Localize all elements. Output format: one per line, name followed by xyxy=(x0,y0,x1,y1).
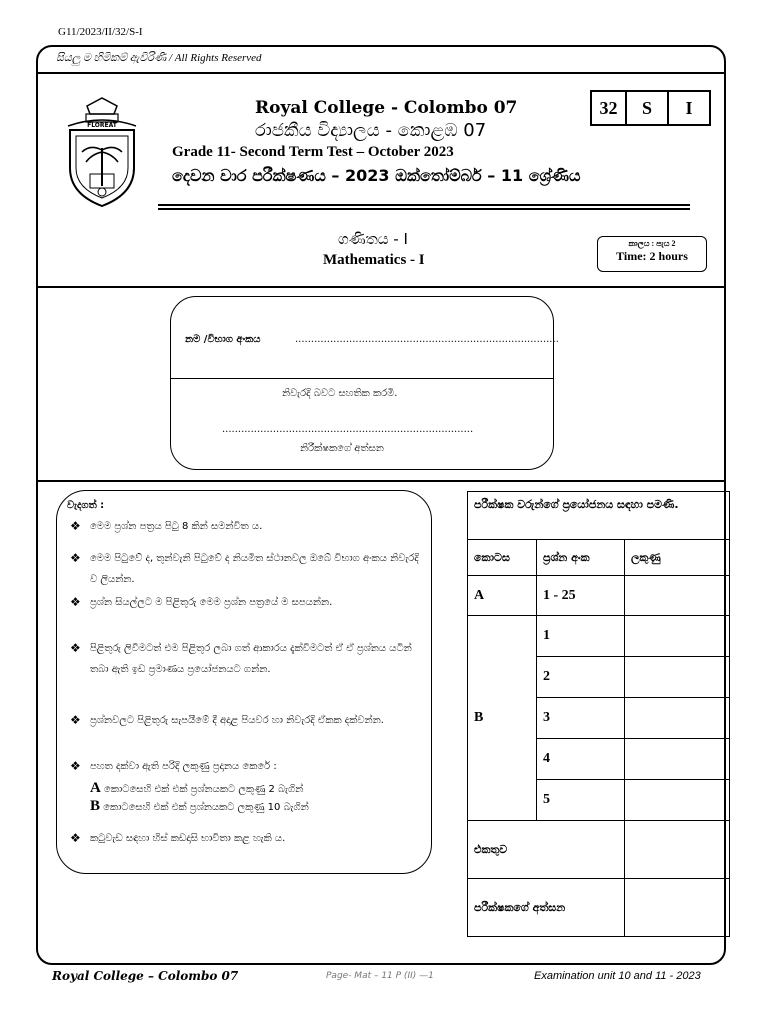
time-english: Time: 2 hours xyxy=(616,249,688,263)
question-no: 2 xyxy=(537,657,625,698)
paper-code-medium: S xyxy=(625,90,669,126)
question-no: 3 xyxy=(537,698,625,739)
diamond-bullet-icon: ❖ xyxy=(70,595,81,609)
instruction-item: ❖ පිළිතුරු ලිවීමටත් එම පිළිතුර ලබා ගත් ආකාරය දැක්වීමටත් ඒ ඒ ප්‍රශ්නය යටින් තබා ඇති ඉඩ ප්‍රමාණය ප්‍රයෝජනයට ගන්න. xyxy=(70,638,425,680)
instruction-item: ❖ පහත දක්වා ඇති පරිදි ලකුණු ප්‍රදානය කෙරේ : xyxy=(70,756,425,777)
paper-code-part: I xyxy=(667,90,711,126)
exam-title-sinhala: දෙවන වාර පරීක්ෂණය – 2023 ඔක්තෝම්බර් – 11 ශ්‍රේණිය xyxy=(172,166,581,185)
footer-exam-unit: Examination unit 10 and 11 - 2023 xyxy=(534,970,701,982)
double-rule xyxy=(158,204,690,206)
subject-english: Mathematics - I xyxy=(323,252,425,268)
examiner-marks-table xyxy=(467,491,730,937)
instruction-item: ❖ මෙම පිටුවේ ද, තුන්වැනි පිටුවේ ද නියමිත ස්ථානවල ඔබේ විභාග අංකය නිවැරදි ව ලියන්න. xyxy=(70,548,425,590)
question-no: 4 xyxy=(537,739,625,780)
footer-college: Royal College – Colombo 07 xyxy=(52,969,239,983)
question-no: 5 xyxy=(537,780,625,821)
crest-motto: FLOREAT xyxy=(87,122,117,129)
school-crest-logo xyxy=(62,96,142,210)
question-no: 1 xyxy=(537,616,625,657)
subject-sinhala: ගණිතය - I xyxy=(338,230,408,248)
candidate-box-divider xyxy=(170,378,554,379)
header-part: කොටස xyxy=(468,540,537,576)
marks-cell[interactable] xyxy=(625,616,730,657)
marks-cell[interactable] xyxy=(625,698,730,739)
footer-page-number: Page- Mat – 11 P (II) —1 xyxy=(326,971,434,981)
marks-table-title: පරීක්ෂක වරුන්ගේ ප්‍රයෝජනය සඳහා පමණි. xyxy=(468,492,730,540)
part-a-range: 1 - 25 xyxy=(537,576,625,616)
total-cell[interactable] xyxy=(625,821,730,879)
examiner-signature-label: පරීක්ෂකගේ අත්සන xyxy=(468,879,625,937)
double-rule xyxy=(158,208,690,210)
diamond-bullet-icon: ❖ xyxy=(70,713,81,727)
table-row xyxy=(468,616,730,657)
part-b-label: B xyxy=(468,616,537,821)
rights-reserved: සියලු ම හිමිකම් ඇවිරිණි / All Rights Reserved xyxy=(56,52,262,64)
diamond-bullet-icon: ❖ xyxy=(70,519,81,533)
college-name-sinhala: රාජකීය විද්‍යාලය - කොළඹ 07 xyxy=(255,120,487,141)
examiner-signature-cell[interactable] xyxy=(625,879,730,937)
paper-code-box xyxy=(592,90,711,126)
instruction-item: ❖ කටුවැඩ සඳහා හිස් කඩදාසි භාවිතා කළ හැකි ය. xyxy=(70,828,425,849)
diamond-bullet-icon: ❖ xyxy=(70,759,81,773)
table-row xyxy=(468,821,730,879)
marks-cell[interactable] xyxy=(625,739,730,780)
time-box xyxy=(597,236,707,272)
header-marks: ලකුණු xyxy=(625,540,730,576)
certify-text: නිවැරදි බවට සහතික කරමි. xyxy=(282,388,398,399)
name-index-label: නම /විභාග අංකය xyxy=(185,334,261,345)
scoring-part-a: A කොටසෙහි එක් එක් ප්‍රශ්නයකට ලකුණු 2 බැගින් xyxy=(90,780,304,796)
scoring-part-b: B කොටසෙහි එක් එක් ප්‍රශ්නයකට ලකුණු 10 බැගින් xyxy=(90,798,309,814)
total-label: එකතුව xyxy=(468,821,625,879)
supervisor-signature-field[interactable]: ............................................................................... xyxy=(222,424,474,435)
instruction-item: ❖ ප්‍රශ්න සියල්ලට ම පිළිතුරු මෙම ප්‍රශ්න පත්‍රයේ ම සපයන්න. xyxy=(70,592,425,613)
supervisor-signature-label: නිරීක්ෂකගේ අත්සන xyxy=(300,443,384,454)
header-question-no: ප්‍රශ්න අංක xyxy=(537,540,625,576)
table-row xyxy=(468,576,730,616)
divider xyxy=(38,72,724,74)
time-sinhala: කාලය : පැය 2 xyxy=(628,239,676,248)
name-index-field[interactable]: ................................................................................... xyxy=(295,334,559,345)
document-code: G11/2023/II/32/S-I xyxy=(58,26,143,38)
marks-cell[interactable] xyxy=(625,576,730,616)
college-name-english: Royal College - Colombo 07 xyxy=(255,98,518,118)
paper-code-number: 32 xyxy=(590,90,627,126)
diamond-bullet-icon: ❖ xyxy=(70,831,81,845)
divider xyxy=(38,286,724,288)
marks-cell[interactable] xyxy=(625,780,730,821)
diamond-bullet-icon: ❖ xyxy=(70,551,81,565)
instruction-item: ❖ මෙම ප්‍රශ්න පත්‍රය පිටු 8 කින් සමන්විත ය. xyxy=(70,516,425,537)
instructions-title: වැදගත් : xyxy=(67,500,105,511)
instruction-item: ❖ ප්‍රශ්නවලට පිළිතුරු සැපයීමේ දී අදාළ පියවර හා නිවැරදි ඒකක දක්වන්න. xyxy=(70,710,425,731)
marks-cell[interactable] xyxy=(625,657,730,698)
diamond-bullet-icon: ❖ xyxy=(70,641,81,655)
exam-title-english: Grade 11- Second Term Test – October 2023 xyxy=(172,144,454,160)
table-row xyxy=(468,879,730,937)
divider xyxy=(38,480,724,482)
part-a-label: A xyxy=(468,576,537,616)
